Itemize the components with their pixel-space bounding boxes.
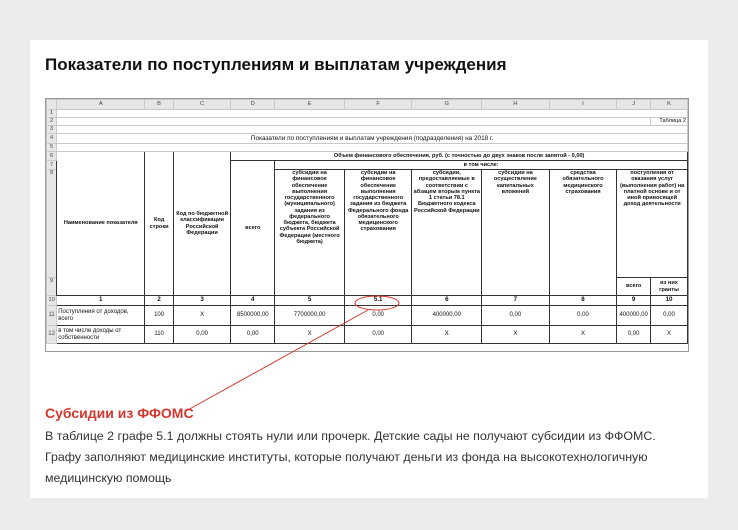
cell: 0,00 [344,326,412,344]
cell: 0,00 [651,306,688,326]
col-number-5-1: 5.1 [344,296,412,306]
header-total: всего [231,161,275,296]
subheading: Субсидии из ФФОМС [45,405,194,421]
header-j-total: всего [617,278,651,296]
article-title: Показатели по поступлениям и выплатам учреждения [45,55,507,74]
col-number: 5 [275,296,345,306]
header-col-i: средства обязательного медицинского страхования [549,170,617,296]
header-col-h: субсидии на осуществление капитальных вложений [482,170,550,296]
col-number: 7 [482,296,550,306]
header-code: Код строки [145,152,174,296]
cell: 400000,00 [617,306,651,326]
col-number: 3 [173,296,230,306]
cell: X [275,326,345,344]
callout-line [186,310,368,411]
sheet-caption: Показатели по поступлениям и выплатам учреждения (подразделения) на 2018 г. [57,134,688,144]
column-header: A [57,100,145,110]
cell: X [412,326,482,344]
cell: 0,00 [482,306,550,326]
col-number: 8 [549,296,617,306]
cell: 8500000,00 [231,306,275,326]
table-label: Таблица 2 [651,118,688,126]
col-number: 2 [145,296,174,306]
row-number: 12 [47,326,57,344]
header-kbk: Код по бюджетной классификации Российской Федерации [173,152,230,296]
cell: X [482,326,550,344]
row-number: 2 [47,118,57,126]
cell: X [173,306,230,326]
column-header: G [412,100,482,110]
body-text: В таблице 2 графе 5.1 должны стоять нули или прочерк. Детские сады не получают субсидии из ФФОМС. Графу заполняют медицинские институты, которые получают деньги из фонда на высокотехнологичную медицинскую помощь [45,429,656,485]
column-header: C [173,100,230,110]
row-number: 1 [47,110,57,118]
row-number: 8 [47,170,57,278]
cell: 0,00 [173,326,230,344]
col-number: 10 [651,296,688,306]
cell: 0,00 [549,306,617,326]
row-label: в том числе доходы от собственности [57,326,145,344]
row-number: 11 [47,306,57,326]
header-col-e: субсидии на финансовое обеспечение выполнения государственного (муниципального) задания из федерального бюджета, бюджета субъекта Российской Федерации (местного бюджета) [275,170,345,296]
column-header: J [617,100,651,110]
header-name: Наименование показателя [57,152,145,296]
col-number: 6 [412,296,482,306]
col-number: 9 [617,296,651,306]
column-header: K [651,100,688,110]
row-number: 3 [47,126,57,134]
header-col-j: поступления от оказания услуг (выполнения работ) на платной основе и от иной приносящей доход деятельности [617,170,688,278]
cell: 0,00 [231,326,275,344]
header-col-f: субсидии на финансовое обеспечение выполнения государственного задания из бюджета Федерального фонда обязательного медицинского страхования [344,170,412,296]
cell: 400000,00 [412,306,482,326]
cell: 0,00 [617,326,651,344]
cell: X [549,326,617,344]
cell: 100 [145,306,174,326]
header-k-grants: из них гранты [651,278,688,296]
row-number: 7 [47,161,57,170]
column-header: F [344,100,412,110]
cell: X [651,326,688,344]
column-header: H [482,100,550,110]
cell: 7700000,00 [275,306,345,326]
col-number: 1 [57,296,145,306]
article-card [30,40,708,498]
column-header: E [275,100,345,110]
column-header: D [231,100,275,110]
column-header: B [145,100,174,110]
including-header: в том числе: [275,161,688,170]
volume-header: Объем финансового обеспечения, руб. (с точностью до двух знаков после запятой - 0,00) [231,152,688,161]
col-number: 4 [231,296,275,306]
cell: 110 [145,326,174,344]
row-number: 9 [47,278,57,296]
row-number: 5 [47,144,57,152]
row-label: Поступления от доходов, всего [57,306,145,326]
header-col-g: субсидии, предоставляемые в соответствии с абзацем вторым пункта 1 статьи 78.1 Бюджетного кодекса Российской Федерации [412,170,482,296]
row-number: 6 [47,152,57,161]
row-number: 10 [47,296,57,306]
column-header: I [549,100,617,110]
cell: 0,00 [344,306,412,326]
row-number: 4 [47,134,57,144]
highlight-ellipse [355,296,399,310]
